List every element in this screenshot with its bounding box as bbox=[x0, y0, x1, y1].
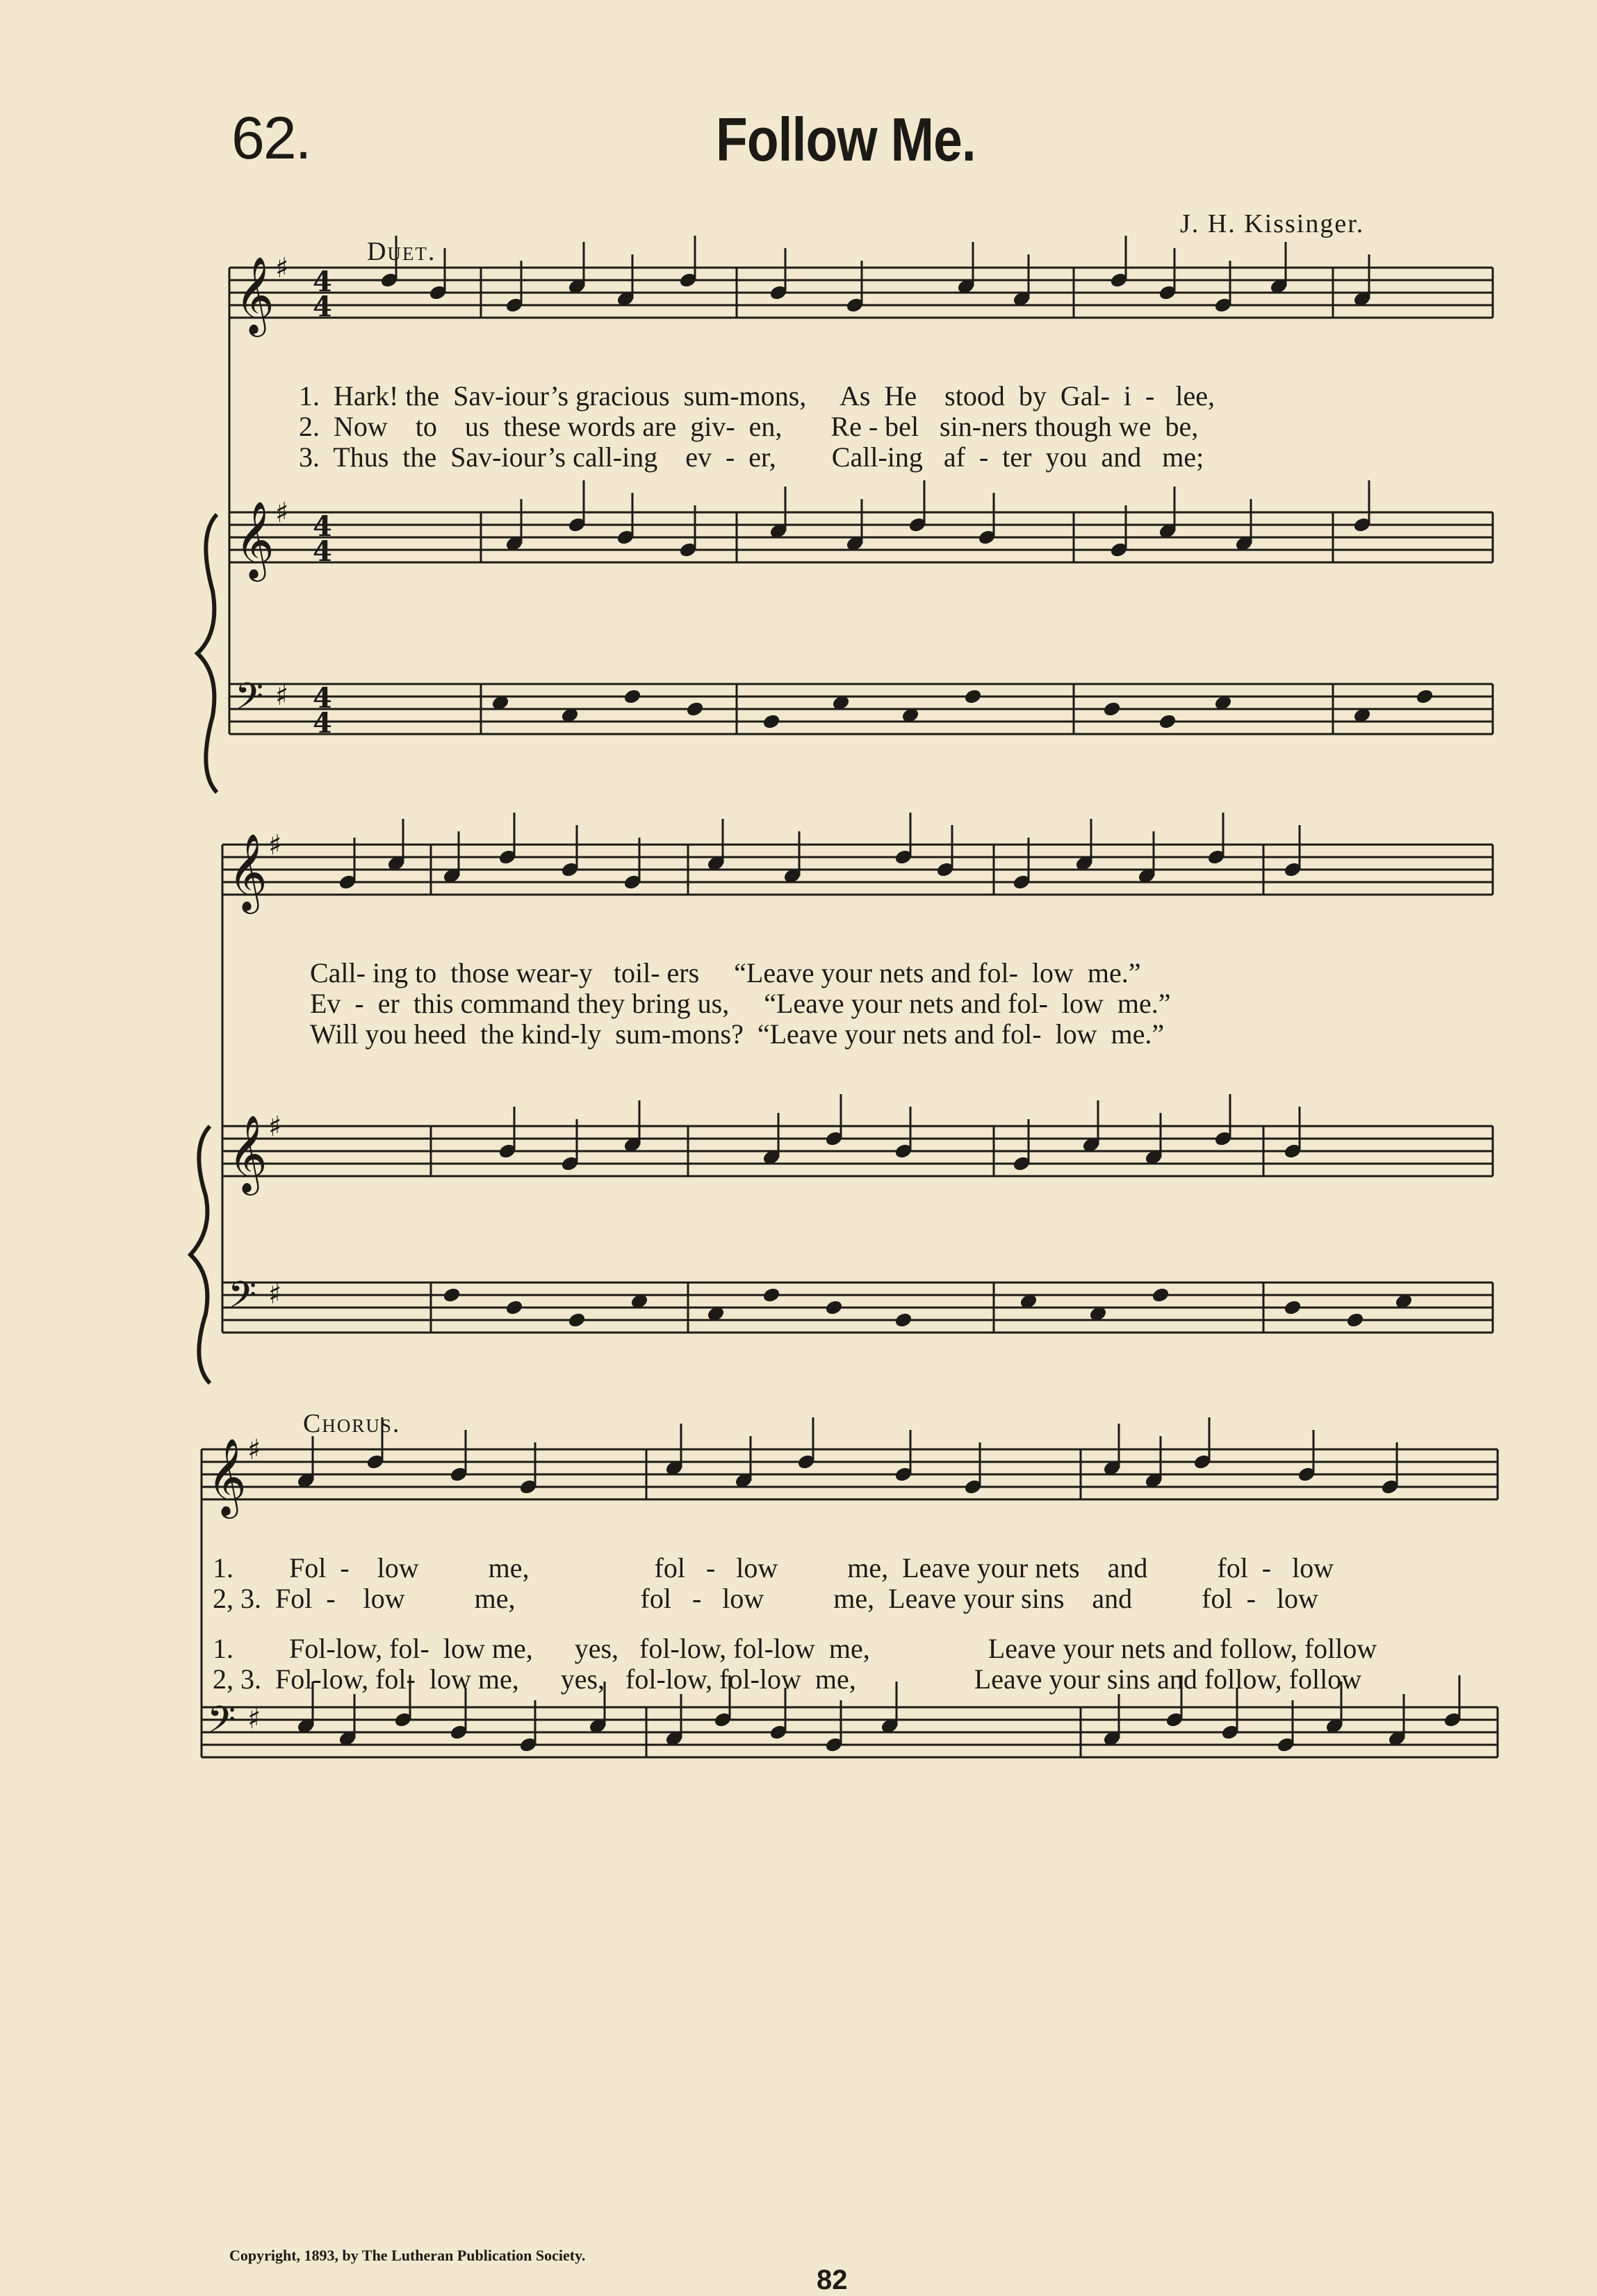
note-head bbox=[762, 713, 781, 730]
note-head bbox=[623, 688, 642, 705]
note-head bbox=[1416, 688, 1434, 705]
note-head bbox=[1284, 1299, 1302, 1316]
verse-2-line-1: 2. Now to us these words are giv- en, Re - bel sin-ners though we be, bbox=[299, 411, 1199, 442]
hymn-title: Follow Me. bbox=[716, 105, 976, 174]
verse-3-line-2: Will you heed the kind-ly sum-mons? “Leave your nets and fol- low me.” bbox=[310, 1018, 1165, 1050]
bass-clef: 𝄢 bbox=[235, 676, 264, 727]
treble-clef: 𝄞 bbox=[235, 500, 275, 578]
key-signature: ♯ bbox=[275, 680, 289, 712]
key-signature: ♯ bbox=[268, 1278, 282, 1310]
time-signature: 4 bbox=[313, 291, 332, 323]
verse-2-line-2: Ev - er this command they bring us, “Leave your nets and fol- low me.” bbox=[310, 988, 1171, 1019]
chorus-upper-line-1: 1. Fol - low me, fol - low me, Leave your nets and fol - low bbox=[213, 1552, 1334, 1583]
composer: J. H. Kissinger. bbox=[1180, 209, 1365, 238]
chorus-lower-line-2: 2, 3. Fol-low, fol- low me, yes, fol-low, fol-low me, Leave your sins and follow, follow bbox=[213, 1663, 1362, 1695]
key-signature: ♯ bbox=[275, 497, 289, 529]
note-head bbox=[686, 701, 705, 717]
page-number: 82 bbox=[817, 2265, 848, 2295]
verse-3-line-1: 3. Thus the Sav-iour’s call-ing ev - er, Call-ing af - ter you and me; bbox=[299, 441, 1204, 473]
note-head bbox=[762, 1287, 781, 1303]
note-head bbox=[1346, 1312, 1365, 1328]
time-signature: 4 bbox=[313, 266, 332, 298]
chorus-marking: Chorus. bbox=[303, 1409, 401, 1438]
treble-clef: 𝄞 bbox=[228, 833, 268, 911]
note-head bbox=[1158, 713, 1177, 730]
brace bbox=[197, 514, 217, 792]
key-signature: ♯ bbox=[275, 252, 289, 284]
bass-clef: 𝄢 bbox=[228, 1274, 257, 1326]
note-head bbox=[443, 1287, 461, 1303]
time-signature: 4 bbox=[313, 707, 332, 740]
note-head bbox=[964, 688, 983, 705]
key-signature: ♯ bbox=[247, 1434, 261, 1466]
time-signature: 4 bbox=[313, 535, 332, 568]
hymn-number: 62. bbox=[231, 105, 311, 172]
copyright-notice: Copyright, 1893, by The Lutheran Publication Society. bbox=[229, 2247, 586, 2264]
time-signature: 4 bbox=[313, 510, 332, 543]
note-head bbox=[894, 1312, 913, 1328]
note-head bbox=[505, 1299, 524, 1316]
note-head bbox=[1103, 701, 1122, 717]
bass-clef: 𝄢 bbox=[207, 1699, 236, 1750]
treble-clef: 𝄞 bbox=[228, 1114, 268, 1192]
treble-clef: 𝄞 bbox=[207, 1438, 247, 1515]
chorus-upper-line-2: 2, 3. Fol - low me, fol - low me, Leave your sins and fol - low bbox=[213, 1583, 1318, 1614]
duet-marking: Duet. bbox=[367, 237, 436, 266]
verse-1-line-1: 1. Hark! the Sav-iour’s gracious sum-mons, As He stood by Gal- i - lee, bbox=[299, 380, 1215, 412]
brace bbox=[190, 1126, 210, 1383]
chorus-lower-line-1: 1. Fol-low, fol- low me, yes, fol-low, fol-low me, Leave your nets and follow, follow bbox=[213, 1633, 1377, 1664]
note-head bbox=[568, 1312, 587, 1328]
time-signature: 4 bbox=[313, 682, 332, 715]
key-signature: ♯ bbox=[268, 829, 282, 861]
note-head bbox=[825, 1299, 844, 1316]
note-head bbox=[1152, 1287, 1170, 1303]
verse-1-line-2: Call- ing to those wear-y toil- ers “Leave your nets and fol- low me.” bbox=[310, 957, 1141, 988]
key-signature: ♯ bbox=[268, 1111, 282, 1143]
treble-clef: 𝄞 bbox=[235, 256, 275, 334]
key-signature: ♯ bbox=[247, 1703, 261, 1735]
